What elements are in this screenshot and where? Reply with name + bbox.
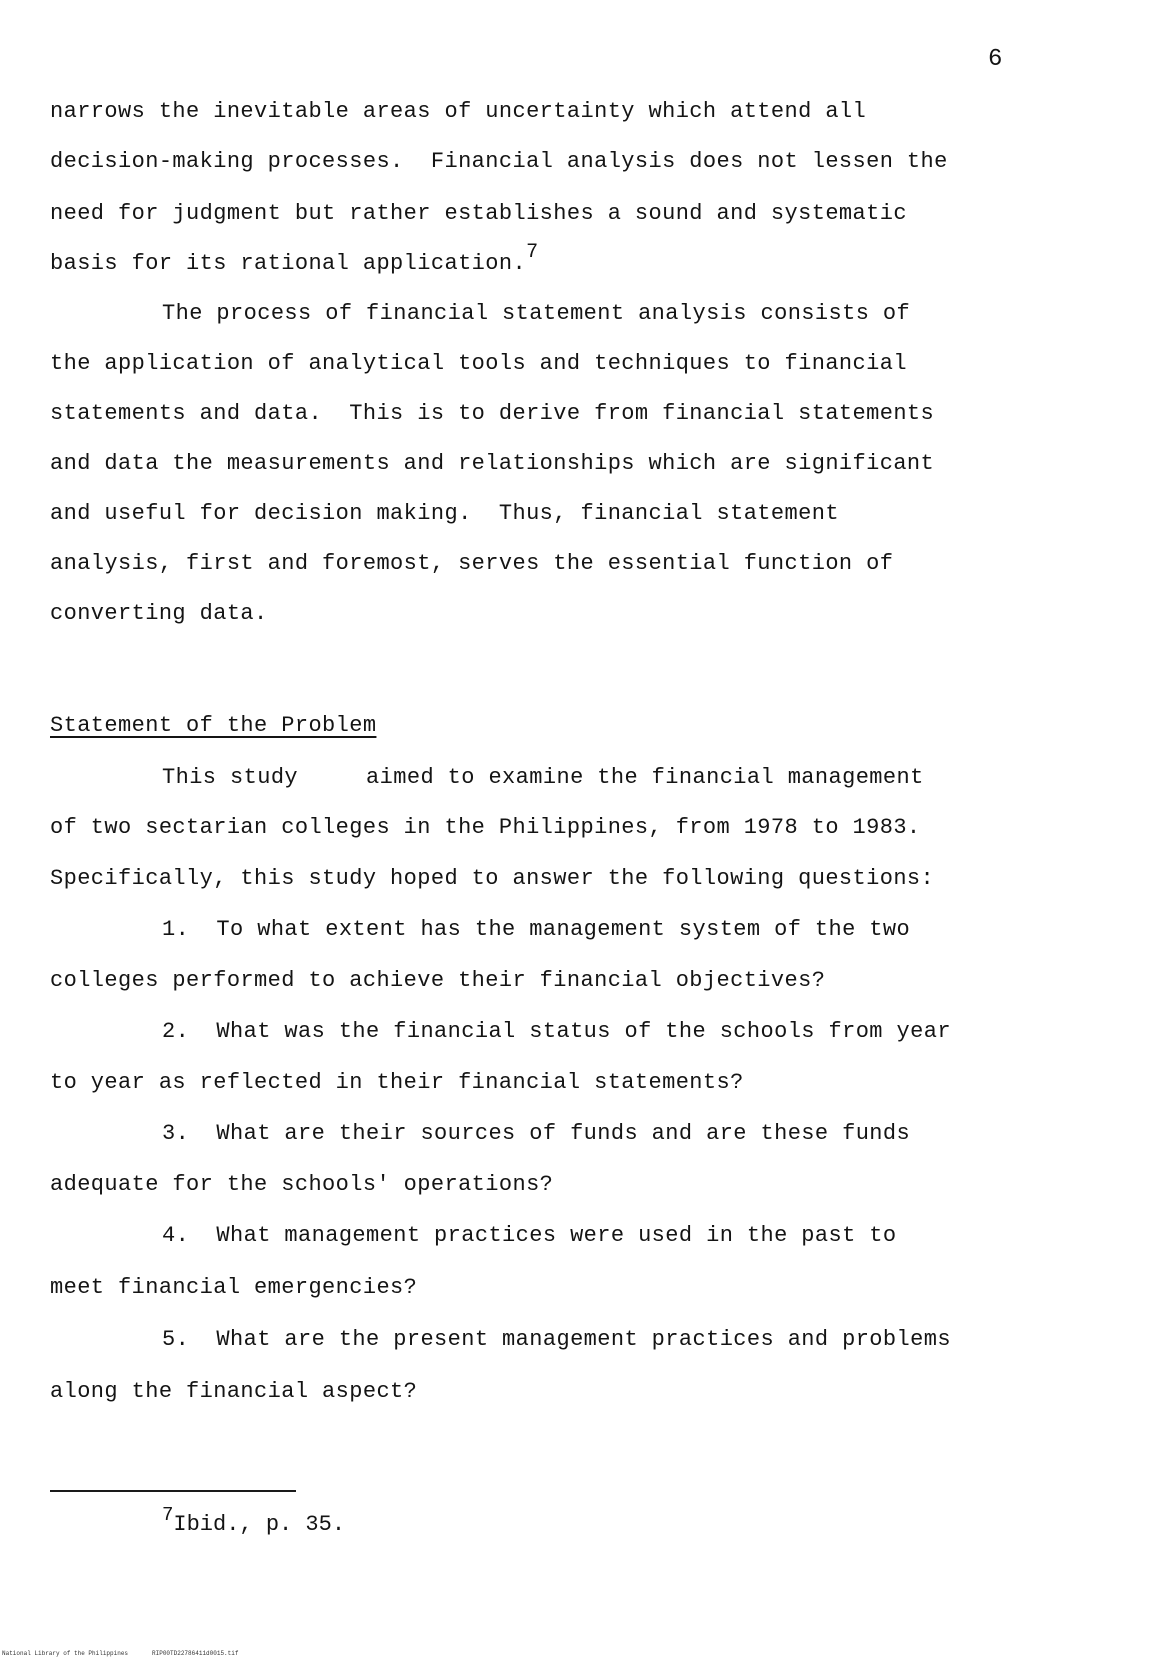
scan-library-label: National Library of the Philippines — [2, 1650, 129, 1657]
body-line: converting data. — [50, 601, 268, 626]
body-line: analysis, first and foremost, serves the essential function of — [50, 551, 894, 576]
page-number: 6 — [988, 46, 1003, 73]
section-heading: Statement of the Problem — [50, 713, 377, 738]
question-5-continuation: along the financial aspect? — [50, 1379, 418, 1404]
body-line: the application of analytical tools and techniques to financial — [50, 351, 907, 376]
body-line: Specifically, this study hoped to answer the following questions: — [50, 866, 935, 891]
footnote — [162, 1504, 346, 1537]
body-line: and useful for decision making. Thus, financial statement — [50, 501, 839, 526]
body-line: and data the measurements and relationships which are significant — [50, 451, 935, 476]
body-line: narrows the inevitable areas of uncertainty which attend all — [50, 99, 867, 124]
question-3-continuation: adequate for the schools' operations? — [50, 1172, 554, 1197]
body-line: The process of financial statement analysis consists of — [162, 301, 911, 326]
question-1-continuation: colleges performed to achieve their financial objectives? — [50, 968, 826, 993]
body-line: decision-making processes. Financial analysis does not lessen the — [50, 149, 948, 174]
body-line: need for judgment but rather establishes a sound and systematic — [50, 201, 907, 226]
footnote-divider — [50, 1490, 296, 1492]
scan-footer — [2, 1650, 262, 1657]
body-line: of two sectarian colleges in the Philippines, from 1978 to 1983. — [50, 815, 921, 840]
footnote-text: Ibid., p. 35. — [173, 1512, 346, 1537]
question-1-line: 1. To what extent has the management system of the two — [162, 917, 911, 942]
question-5-line: 5. What are the present management practices and problems — [162, 1327, 951, 1352]
body-line: This study aimed to examine the financial management — [162, 765, 924, 790]
question-2-continuation: to year as reflected in their financial statements? — [50, 1070, 744, 1095]
scan-file-label: RIP00TD22786411d0015.tif — [152, 1650, 239, 1657]
body-line: statements and data. This is to derive from financial statements — [50, 401, 935, 426]
question-4-line: 4. What management practices were used in the past to — [162, 1223, 897, 1248]
body-line-with-footnote-ref — [50, 241, 539, 276]
question-3-line: 3. What are their sources of funds and are these funds — [162, 1121, 911, 1146]
question-4-continuation: meet financial emergencies? — [50, 1275, 418, 1300]
question-2-line: 2. What was the financial status of the schools from year — [162, 1019, 951, 1044]
footnote-reference: 7 — [526, 241, 539, 264]
footnote-mark: 7 — [162, 1504, 174, 1526]
body-line: basis for its rational application. — [50, 251, 527, 276]
